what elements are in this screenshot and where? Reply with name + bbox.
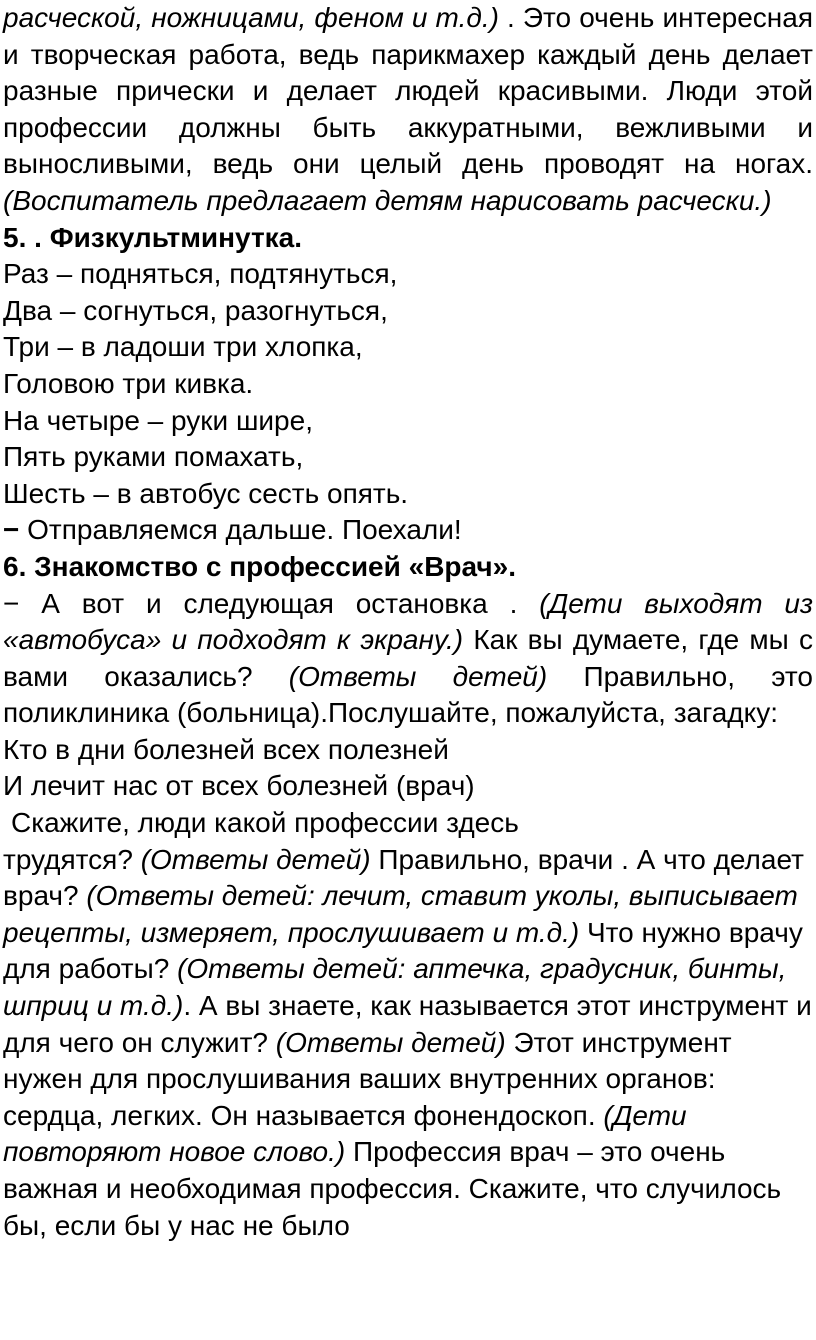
section6-heading: 6. Знакомство с профессией «Врач».: [3, 550, 516, 582]
italic-fragment: (Ответы детей): [288, 660, 548, 692]
poem-line: Головою три кивка.: [3, 367, 254, 399]
poem-line: На четыре – руки шире,: [3, 404, 313, 436]
italic-fragment: (Воспитатель предлагает детям нарисовать расчески.): [3, 184, 772, 216]
poem-line: Три – в ладоши три хлопка,: [3, 331, 363, 363]
poem-line: Пять руками помахать,: [3, 441, 304, 473]
text-fragment: . А вы знаете, как называется этот инструмент и для чего он служит?: [3, 990, 812, 1058]
text-fragment: − А вот и следующая остановка .: [3, 587, 540, 619]
text-fragment: Отправляемся дальше. Поехали!: [19, 514, 462, 546]
section6-intro-paragraph: [3, 586, 813, 732]
italic-fragment: (Ответы детей: лечит, ставит уколы, выписывает рецепты, измеряет, прослушивает и т.д.): [3, 880, 798, 948]
text-fragment: трудятся?: [3, 843, 141, 875]
text-fragment: Как вы думаете, где мы с вами оказались?: [3, 624, 813, 692]
italic-fragment: (Ответы детей): [275, 1026, 506, 1058]
section4-paragraph: [3, 0, 813, 220]
italic-fragment: (Дети выходят из «автобуса» и подходят к экрану.): [3, 587, 813, 656]
section5-heading: 5. . Физкультминутка.: [3, 221, 303, 253]
italic-fragment: расческой, ножницами, феном и т.д.): [3, 2, 499, 33]
italic-fragment: (Дети повторяют новое слово.): [3, 1099, 687, 1168]
ask-line: Скажите, люди какой профессии здесь: [11, 807, 519, 839]
closing-line: [3, 512, 813, 549]
italic-fragment: (Ответы детей): [140, 843, 371, 875]
section6-body-paragraph: [3, 842, 813, 1245]
poem-line: Два – согнуться, разогнуться,: [3, 294, 388, 326]
text-fragment: Профессия врач – это очень важная и необходимая профессия. Скажите, что случилось бы, если бы у нас не было: [3, 1136, 782, 1241]
dash-mark: −: [3, 514, 20, 546]
italic-fragment: (Ответы детей: аптечка, градусник, бинты, шприц и т.д.): [3, 953, 787, 1022]
riddle-line: И лечит нас от всех болезней (врач): [3, 770, 475, 802]
poem-line: Раз – подняться, подтянуться,: [3, 258, 398, 290]
riddle-line: Кто в дни болезней всех полезней: [3, 733, 449, 765]
text-fragment: Что нужно врачу для работы?: [3, 916, 803, 985]
text-fragment: Этот инструмент нужен для прослушивания ваших внутренних органов: сердца, легких. Он называется фонендоскоп.: [3, 1026, 732, 1131]
text-fragment: Правильно, это поликлиника (больница).Послушайте, пожалуйста, загадку:: [3, 660, 814, 729]
text-fragment: Правильно, врачи . А что делает врач?: [3, 843, 804, 912]
text-fragment: . Это очень интересная и творческая работа, ведь парикмахер каждый день делает разные прически и делает людей красивыми. Люди этой профессии должны быть аккуратными, вежливыми и выносливыми, ведь они целый день проводят на ногах.: [3, 2, 813, 180]
document-page: [3, 0, 813, 1244]
poem-line: Шесть – в автобус сесть опять.: [3, 477, 409, 509]
